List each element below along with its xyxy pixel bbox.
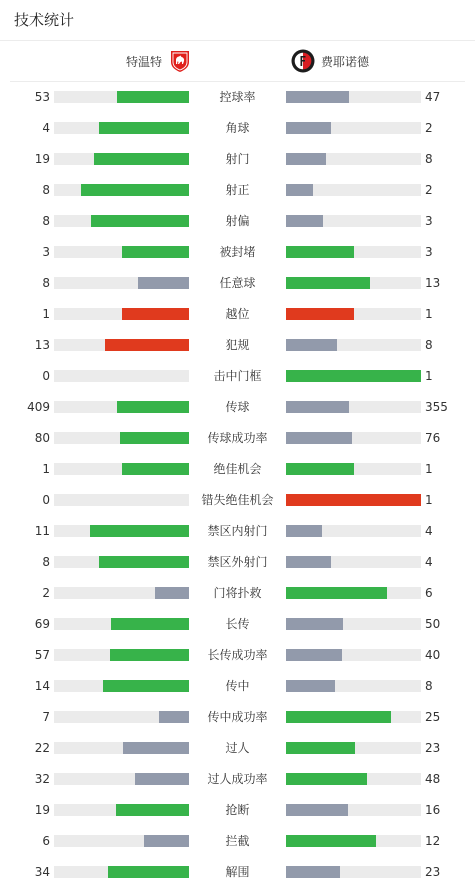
stat-label: 长传 (225, 617, 250, 631)
stat-row (0, 392, 475, 423)
home-bar-fill (120, 432, 189, 444)
home-value: 8 (42, 183, 50, 197)
away-value: 4 (425, 524, 433, 538)
stat-label: 禁区外射门 (207, 555, 268, 569)
away-bar-fill (286, 184, 313, 196)
home-value: 1 (42, 462, 50, 476)
home-bar-track (54, 804, 189, 816)
stat-label: 抢断 (225, 803, 250, 817)
home-bar-track (54, 153, 189, 165)
home-bar-track (54, 773, 189, 785)
away-bar-track (286, 215, 421, 227)
away-bar-fill (286, 680, 335, 692)
stat-row (0, 733, 475, 764)
home-bar-fill (122, 463, 190, 475)
stat-label: 被封堵 (219, 245, 256, 259)
stat-label: 传球成功率 (207, 431, 268, 445)
home-bar-fill (110, 649, 189, 661)
away-bar-track (286, 804, 421, 816)
away-bar-fill (286, 277, 370, 289)
stat-label: 射正 (225, 183, 250, 197)
away-bar-track (286, 339, 421, 351)
twente-crest-icon (168, 49, 192, 73)
title-bar (0, 0, 475, 41)
away-value: 8 (425, 338, 433, 352)
stat-row (0, 547, 475, 578)
stat-label: 门将扑救 (213, 586, 262, 600)
home-value: 80 (34, 431, 50, 445)
stat-row (0, 671, 475, 702)
away-value: 3 (425, 214, 433, 228)
stat-label: 任意球 (219, 276, 256, 290)
home-bar-fill (94, 153, 189, 165)
home-bar-track (54, 401, 189, 413)
home-value: 11 (34, 524, 50, 538)
stat-row (0, 640, 475, 671)
stat-label: 射门 (225, 152, 250, 166)
away-value: 12 (425, 834, 441, 848)
away-bar-fill (286, 742, 355, 754)
away-bar-track (286, 277, 421, 289)
away-value: 8 (425, 152, 433, 166)
home-bar-fill (155, 587, 189, 599)
home-value: 6 (42, 834, 50, 848)
away-bar-fill (286, 246, 354, 258)
away-value: 23 (425, 865, 441, 879)
stat-label: 角球 (225, 121, 250, 135)
stat-row (0, 423, 475, 454)
away-bar-track (286, 649, 421, 661)
home-bar-fill (108, 866, 189, 878)
home-bar-track (54, 246, 189, 258)
away-bar-fill (286, 866, 340, 878)
stat-row (0, 454, 475, 485)
away-bar-track (286, 184, 421, 196)
stat-label: 绝佳机会 (213, 462, 262, 476)
home-value: 19 (34, 803, 50, 817)
home-bar-fill (91, 215, 189, 227)
home-value: 409 (27, 400, 50, 414)
home-team[interactable] (126, 41, 192, 81)
home-value: 57 (34, 648, 50, 662)
home-bar-track (54, 122, 189, 134)
stat-label: 射偏 (225, 214, 250, 228)
home-bar-track (54, 308, 189, 320)
away-bar-fill (286, 432, 352, 444)
away-bar-fill (286, 835, 376, 847)
away-value: 1 (425, 369, 433, 383)
feyenoord-crest-icon (291, 49, 315, 73)
home-bar-fill (122, 308, 190, 320)
away-value: 47 (425, 90, 441, 104)
away-bar-track (286, 494, 421, 506)
away-value: 1 (425, 462, 433, 476)
home-value: 4 (42, 121, 50, 135)
home-bar-track (54, 680, 189, 692)
stat-row (0, 113, 475, 144)
home-bar-track (54, 339, 189, 351)
stat-label: 错失绝佳机会 (201, 493, 274, 507)
stat-row (0, 795, 475, 826)
home-bar-fill (99, 556, 189, 568)
away-bar-track (286, 432, 421, 444)
home-bar-fill (135, 773, 189, 785)
away-value: 25 (425, 710, 441, 724)
stat-label: 犯规 (225, 338, 250, 352)
stat-label: 过人 (225, 741, 250, 755)
away-value: 48 (425, 772, 441, 786)
away-value: 4 (425, 555, 433, 569)
home-bar-fill (138, 277, 189, 289)
home-bar-track (54, 494, 189, 506)
home-team-name: 特温特 (126, 54, 163, 69)
away-bar-fill (286, 649, 342, 661)
home-value: 69 (34, 617, 50, 631)
away-bar-fill (286, 773, 367, 785)
away-bar-track (286, 401, 421, 413)
away-value: 3 (425, 245, 433, 259)
stat-row (0, 485, 475, 516)
home-value: 14 (34, 679, 50, 693)
home-bar-fill (122, 246, 190, 258)
stat-row (0, 609, 475, 640)
away-bar-fill (286, 122, 331, 134)
away-bar-fill (286, 618, 343, 630)
home-bar-track (54, 184, 189, 196)
away-bar-track (286, 91, 421, 103)
stat-row (0, 361, 475, 392)
home-value: 8 (42, 214, 50, 228)
home-value: 22 (34, 741, 50, 755)
away-bar-track (286, 525, 421, 537)
home-bar-track (54, 370, 189, 382)
home-value: 32 (34, 772, 50, 786)
teams-header (10, 41, 465, 82)
home-bar-track (54, 277, 189, 289)
away-value: 16 (425, 803, 441, 817)
stat-label: 长传成功率 (207, 648, 268, 662)
home-bar-fill (111, 618, 189, 630)
stat-row (0, 144, 475, 175)
home-bar-fill (123, 742, 189, 754)
away-bar-fill (286, 153, 326, 165)
stat-row (0, 764, 475, 795)
stat-row (0, 206, 475, 237)
stat-row (0, 268, 475, 299)
stat-label: 传中成功率 (207, 710, 268, 724)
home-bar-track (54, 556, 189, 568)
away-bar-fill (286, 91, 349, 103)
home-bar-fill (117, 91, 189, 103)
away-value: 2 (425, 183, 433, 197)
away-bar-track (286, 463, 421, 475)
away-value: 23 (425, 741, 441, 755)
away-bar-fill (286, 587, 387, 599)
home-value: 8 (42, 555, 50, 569)
away-value: 76 (425, 431, 441, 445)
away-bar-track (286, 587, 421, 599)
stat-label: 击中门框 (213, 369, 262, 383)
away-bar-fill (286, 215, 323, 227)
away-value: 13 (425, 276, 441, 290)
away-bar-fill (286, 804, 348, 816)
home-bar-track (54, 463, 189, 475)
home-bar-track (54, 432, 189, 444)
home-bar-track (54, 866, 189, 878)
stat-label: 解围 (225, 865, 250, 879)
away-team[interactable] (291, 41, 369, 81)
home-bar-track (54, 525, 189, 537)
home-value: 19 (34, 152, 50, 166)
stat-label: 过人成功率 (207, 772, 268, 786)
away-value: 50 (425, 617, 441, 631)
away-team-name: 费耶诺德 (321, 54, 370, 69)
away-bar-fill (286, 711, 391, 723)
stat-label: 禁区内射门 (207, 524, 268, 538)
stat-row (0, 826, 475, 857)
away-value: 355 (425, 400, 448, 414)
home-bar-fill (105, 339, 189, 351)
away-bar-fill (286, 556, 331, 568)
stat-row (0, 299, 475, 330)
away-bar-track (286, 835, 421, 847)
away-bar-track (286, 773, 421, 785)
stat-row (0, 578, 475, 609)
home-bar-track (54, 618, 189, 630)
away-bar-track (286, 246, 421, 258)
away-bar-track (286, 618, 421, 630)
home-value: 0 (42, 369, 50, 383)
home-value: 0 (42, 493, 50, 507)
away-bar-track (286, 370, 421, 382)
away-value: 6 (425, 586, 433, 600)
home-value: 53 (34, 90, 50, 104)
home-bar-track (54, 91, 189, 103)
away-bar-fill (286, 525, 322, 537)
stat-row (0, 237, 475, 268)
home-bar-fill (117, 401, 189, 413)
stat-row (0, 702, 475, 733)
away-bar-track (286, 711, 421, 723)
page-title: 技术统计 (14, 11, 75, 29)
away-bar-fill (286, 463, 354, 475)
home-bar-fill (159, 711, 189, 723)
away-bar-track (286, 742, 421, 754)
home-value: 8 (42, 276, 50, 290)
home-bar-track (54, 835, 189, 847)
home-bar-track (54, 742, 189, 754)
away-bar-track (286, 680, 421, 692)
stat-label: 拦截 (225, 834, 250, 848)
home-bar-fill (90, 525, 189, 537)
home-bar-fill (103, 680, 189, 692)
home-bar-track (54, 711, 189, 723)
away-bar-fill (286, 339, 337, 351)
home-bar-fill (116, 804, 189, 816)
away-bar-fill (286, 494, 421, 506)
away-bar-fill (286, 401, 349, 413)
home-value: 3 (42, 245, 50, 259)
away-value: 1 (425, 307, 433, 321)
away-value: 2 (425, 121, 433, 135)
away-bar-track (286, 308, 421, 320)
home-bar-track (54, 649, 189, 661)
stat-label: 传中 (225, 679, 250, 693)
home-value: 1 (42, 307, 50, 321)
stat-row (0, 330, 475, 361)
home-bar-track (54, 587, 189, 599)
away-bar-track (286, 153, 421, 165)
stat-label: 越位 (225, 307, 250, 321)
stats-list (0, 82, 475, 888)
away-value: 40 (425, 648, 441, 662)
stat-row (0, 516, 475, 547)
home-bar-track (54, 215, 189, 227)
home-bar-fill (81, 184, 189, 196)
away-bar-fill (286, 308, 354, 320)
stat-label: 控球率 (219, 90, 256, 104)
stat-row (0, 82, 475, 113)
away-value: 8 (425, 679, 433, 693)
stat-label: 传球 (225, 400, 250, 414)
away-bar-fill (286, 370, 421, 382)
home-value: 13 (34, 338, 50, 352)
home-bar-fill (99, 122, 189, 134)
away-bar-track (286, 556, 421, 568)
away-value: 1 (425, 493, 433, 507)
home-value: 2 (42, 586, 50, 600)
stat-row (0, 175, 475, 206)
away-bar-track (286, 122, 421, 134)
home-value: 7 (42, 710, 50, 724)
stat-row (0, 857, 475, 888)
away-bar-track (286, 866, 421, 878)
home-bar-fill (144, 835, 189, 847)
home-value: 34 (34, 865, 50, 879)
